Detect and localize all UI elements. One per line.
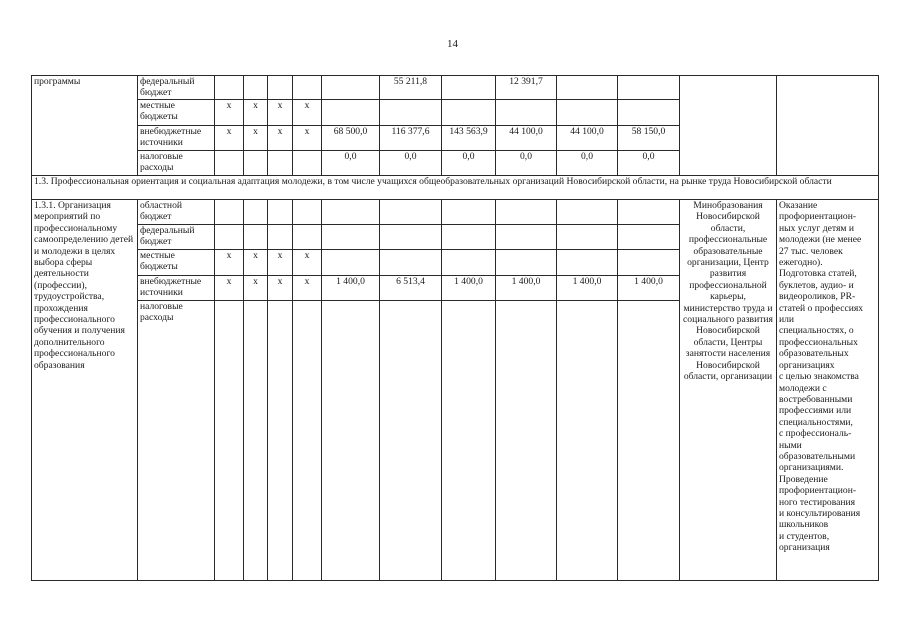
expected-results [777, 200, 879, 581]
result-line: ного тестирования [779, 496, 856, 508]
value-cell [618, 100, 680, 126]
responsible-organizations: Минобразования Новосибирской области, профессиональные образовательные организации, Центр развития профессиональной карьеры, министерство труда и социального развития Новосибирской области, Центры занятости населения Новосибирской области, организации [680, 200, 777, 581]
budget-table [31, 75, 879, 581]
result-line: школьников [779, 519, 829, 531]
marker-cell [215, 200, 244, 225]
continued-block [32, 76, 879, 176]
value-cell [557, 250, 618, 276]
result-line: ежегодно). [779, 257, 823, 269]
result-line: организация [779, 542, 830, 554]
program-label: программы [32, 76, 138, 176]
marker-cell [244, 200, 268, 225]
result-line: профессиями или [779, 405, 852, 417]
marker-cell [268, 200, 293, 225]
section-heading: 1.3. Профессиональная ориентация и социальная адаптация молодежи, в том числе учащихся общеобразовательных организаций Новосибирской области, на рынке труда Новосибирской области [32, 176, 879, 200]
value-cell: 143 563,9 [442, 126, 496, 151]
result-line: или [779, 314, 795, 326]
value-cell [442, 200, 496, 225]
result-line: Проведение [779, 473, 828, 485]
value-cell [322, 76, 380, 100]
value-cell: 0,0 [442, 151, 496, 176]
marker-cell [244, 76, 268, 100]
value-cell [557, 76, 618, 100]
section-1-3 [32, 176, 879, 200]
marker-cell: х [293, 100, 322, 126]
page-number: 14 [447, 38, 458, 50]
marker-cell: х [215, 126, 244, 151]
measure-1-3-1 [32, 200, 879, 581]
marker-cell: х [293, 250, 322, 276]
result-line: специальностях, о [779, 325, 854, 337]
value-cell: 0,0 [380, 151, 442, 176]
marker-cell: х [268, 276, 293, 301]
marker-cell [215, 76, 244, 100]
value-cell: 0,0 [322, 151, 380, 176]
value-cell: 1 400,0 [322, 276, 380, 301]
marker-cell: х [244, 100, 268, 126]
marker-cell [215, 301, 244, 581]
value-cell [322, 200, 380, 225]
marker-cell [293, 76, 322, 100]
value-cell: 44 100,0 [496, 126, 557, 151]
section-heading-row [32, 176, 879, 200]
funding-source: федеральный бюджет [138, 225, 215, 250]
marker-cell: х [268, 126, 293, 151]
value-cell [618, 250, 680, 276]
result-line: востребованными [779, 393, 853, 405]
value-cell: 1 400,0 [618, 276, 680, 301]
value-cell: 6 513,4 [380, 276, 442, 301]
marker-cell: х [244, 276, 268, 301]
value-cell: 0,0 [618, 151, 680, 176]
result-line: с профессиональ- [779, 428, 852, 440]
marker-cell: х [215, 276, 244, 301]
marker-cell [293, 225, 322, 250]
value-cell [557, 301, 618, 581]
marker-cell [244, 301, 268, 581]
value-cell: 1 400,0 [496, 276, 557, 301]
value-cell: 1 400,0 [442, 276, 496, 301]
result-line: молодежи с [779, 382, 827, 394]
marker-cell: х [244, 126, 268, 151]
marker-cell [244, 225, 268, 250]
value-cell [557, 200, 618, 225]
result-line: 27 тыс. человек [779, 245, 843, 257]
value-cell: 1 400,0 [557, 276, 618, 301]
measure-title: 1.3.1. Организация мероприятий по профессиональному самоопределению детей и молодежи в целях выбора сферы деятельности (профессии), трудоустройства, прохождения профессионального обучения и получения дополнительного профессионального образования [32, 200, 138, 581]
result-line: организациях [779, 359, 835, 371]
result-line: и студентов, [779, 530, 830, 542]
result-line: образовательными [779, 450, 856, 462]
funding-source: налоговые расходы [138, 151, 215, 176]
result-cell-empty [777, 76, 879, 176]
value-cell: 44 100,0 [557, 126, 618, 151]
marker-cell [268, 151, 293, 176]
value-cell [496, 250, 557, 276]
funding-source: местные бюджеты [138, 250, 215, 276]
funding-source: налоговые расходы [138, 301, 215, 581]
value-cell [380, 225, 442, 250]
value-cell [322, 225, 380, 250]
marker-cell: х [268, 100, 293, 126]
value-cell [380, 100, 442, 126]
funding-source: местные бюджеты [138, 100, 215, 126]
marker-cell [215, 151, 244, 176]
value-cell: 0,0 [496, 151, 557, 176]
funding-source: внебюджетные источники [138, 126, 215, 151]
result-line: с целью знакомства [779, 371, 859, 383]
marker-cell [268, 301, 293, 581]
result-line: образовательных [779, 348, 849, 360]
value-cell: 12 391,7 [496, 76, 557, 100]
result-line: и консультирования [779, 507, 861, 519]
marker-cell: х [244, 250, 268, 276]
marker-cell [268, 225, 293, 250]
marker-cell: х [293, 126, 322, 151]
value-cell: 116 377,6 [380, 126, 442, 151]
result-line: Подготовка статей, [779, 268, 857, 280]
value-cell [618, 225, 680, 250]
value-cell [557, 225, 618, 250]
marker-cell [293, 200, 322, 225]
value-cell [322, 250, 380, 276]
value-cell [380, 200, 442, 225]
value-cell [442, 301, 496, 581]
result-line: организациями. [779, 462, 844, 474]
value-cell [618, 76, 680, 100]
value-cell [322, 100, 380, 126]
value-cell [496, 200, 557, 225]
value-cell [322, 301, 380, 581]
result-line: специальностями, [779, 416, 853, 428]
value-cell [442, 250, 496, 276]
result-line: профориентацион- [779, 485, 857, 497]
value-cell [618, 301, 680, 581]
marker-cell [244, 151, 268, 176]
result-line: Оказание [779, 200, 818, 211]
value-cell [380, 301, 442, 581]
value-cell [496, 100, 557, 126]
funding-source: областной бюджет [138, 200, 215, 225]
value-cell [442, 100, 496, 126]
result-line: буклетов, аудио- и [779, 279, 854, 291]
value-cell [618, 200, 680, 225]
value-cell: 55 211,8 [380, 76, 442, 100]
result-line: ными [779, 439, 802, 451]
value-cell: 0,0 [557, 151, 618, 176]
marker-cell: х [293, 276, 322, 301]
table-row [32, 76, 879, 100]
marker-cell [293, 151, 322, 176]
marker-cell: х [215, 100, 244, 126]
table-row [32, 200, 879, 225]
marker-cell: х [215, 250, 244, 276]
marker-cell [293, 301, 322, 581]
value-cell [442, 225, 496, 250]
value-cell: 58 150,0 [618, 126, 680, 151]
funding-source: федеральный бюджет [138, 76, 215, 100]
value-cell [496, 301, 557, 581]
marker-cell [215, 225, 244, 250]
result-line: профессиональных [779, 336, 858, 348]
value-cell: 68 500,0 [322, 126, 380, 151]
value-cell [380, 250, 442, 276]
result-line: профориентацион- [779, 211, 857, 223]
marker-cell [268, 76, 293, 100]
responsible-cell-empty [680, 76, 777, 176]
value-cell [442, 76, 496, 100]
value-cell [557, 100, 618, 126]
result-line: ных услуг детям и [779, 222, 854, 234]
funding-source: внебюджетные источники [138, 276, 215, 301]
result-line: видеороликов, PR- [779, 291, 856, 303]
result-line: статей о профессиях [779, 302, 864, 314]
result-line: молодежи (не менее [779, 234, 862, 246]
value-cell [496, 225, 557, 250]
marker-cell: х [268, 250, 293, 276]
